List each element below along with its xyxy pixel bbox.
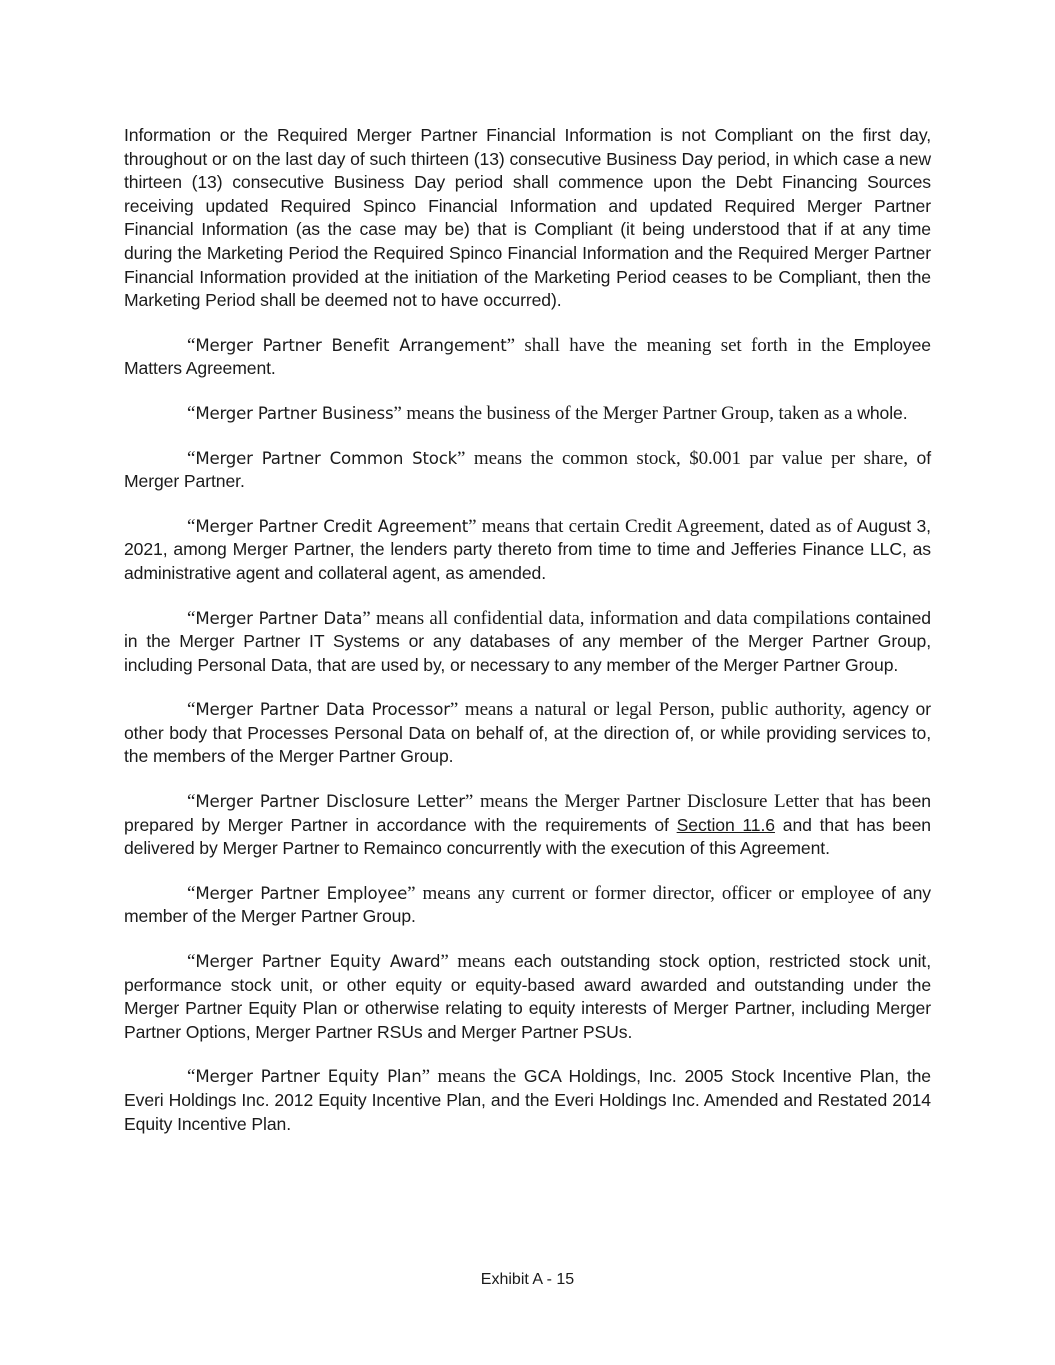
definition-text-serif: means — [448, 951, 506, 973]
definition-text: Employee Matters Agreement. — [124, 334, 931, 379]
close-quote: ” — [407, 882, 416, 904]
open-quote: “ — [187, 334, 196, 356]
definition-text-serif: means the business of the Merger Partner Group, taken as a — [401, 402, 853, 424]
definition-merger-partner-benefit-arrangement — [124, 334, 931, 381]
definition-text: and that has been delivered by Merger Partner to Remainco concurrently with the execution of this Agreement. — [124, 814, 931, 859]
definition-text: of Merger Partner. — [124, 447, 931, 492]
document-body — [124, 124, 931, 1157]
definition-text: GCA Holdings, Inc. 2005 Stock Incentive Plan, the Everi Holdings Inc. 2012 Equity Incentive Plan, and the Everi Holdings Inc. Amended and Restated 2014 Equity Incentive Plan. — [124, 1066, 931, 1134]
defined-term: Merger Partner Data Processor — [195, 700, 450, 720]
open-quote: “ — [187, 882, 196, 904]
close-quote: ” — [421, 1066, 430, 1088]
paragraph-continuation — [124, 124, 931, 313]
definition-text-serif: means that certain Credit Agreement, dated as of — [476, 515, 853, 537]
close-quote: ” — [506, 334, 515, 356]
definition-merger-partner-data-processor — [124, 698, 931, 769]
open-quote: “ — [187, 791, 196, 813]
defined-term: Merger Partner Disclosure Letter — [195, 792, 465, 812]
open-quote: “ — [187, 699, 196, 721]
definition-text-serif: means all confidential data, information and data compilations — [370, 607, 851, 629]
close-quote: ” — [440, 951, 449, 973]
close-quote: ” — [393, 402, 402, 424]
defined-term: Merger Partner Credit Agreement — [195, 516, 469, 536]
definition-text-serif: means any current or former director, officer or employee — [415, 882, 875, 904]
definition-merger-partner-equity-plan — [124, 1065, 931, 1136]
definition-merger-partner-credit-agreement — [124, 515, 931, 586]
close-quote: ” — [457, 447, 466, 469]
open-quote: “ — [187, 607, 196, 629]
close-quote: ” — [468, 515, 477, 537]
close-quote: ” — [362, 607, 371, 629]
defined-term: Merger Partner Equity Plan — [195, 1067, 422, 1087]
definition-text: been prepared by Merger Partner in accordance with the requirements of — [124, 791, 931, 835]
open-quote: “ — [187, 515, 196, 537]
definition-text: August 3, 2021, among Merger Partner, the lenders party thereto from time to time and Jefferies Finance LLC, as administrative agent and collateral agent, as amended. — [124, 515, 931, 583]
open-quote: “ — [187, 1066, 196, 1088]
definition-merger-partner-equity-award — [124, 950, 931, 1044]
definition-text: contained in the Merger Partner IT Systems or any databases of any member of the Merger Partner Group, including Personal Data, that are used by, or necessary to any member of the Merger Partner Group. — [124, 607, 931, 675]
open-quote: “ — [187, 447, 196, 469]
paragraph-text: Information or the Required Merger Partner Financial Information is not Compliant on the first day, throughout or on the last day of such thirteen (13) consecutive Business Day period, in which case a new thirteen (13) consecutive Business Day period shall commence upon the Debt Financing Sources receiving updated Required Spinco Financial Information and updated Required Merger Partner Financial Information (as the case may be) that is Compliant (it being understood that if at any time during the Marketing Period the Required Spinco Financial Information and the Required Merger Partner Financial Information provided at the initiation of the Marketing Period ceases to be Compliant, then the Marketing Period shall be deemed not to have occurred). — [124, 125, 931, 311]
close-quote: ” — [449, 699, 459, 721]
definition-text-serif: means a natural or legal Person, public authority, — [458, 699, 846, 721]
definition-merger-partner-data — [124, 607, 931, 678]
defined-term: Merger Partner Employee — [195, 883, 408, 903]
page-footer: Exhibit A - 15 — [480, 1271, 575, 1288]
defined-term: Merger Partner Benefit Arrangement — [195, 335, 507, 355]
definition-merger-partner-disclosure-letter — [124, 790, 931, 861]
definition-text: whole. — [852, 402, 908, 423]
defined-term: Merger Partner Common Stock — [195, 448, 458, 468]
defined-term: Merger Partner Business — [195, 403, 394, 423]
definition-text: agency or other body that Processes Personal Data on behalf of, at the direction of, or while providing services to, the members of the Merger Partner Group. — [124, 699, 931, 767]
defined-term: Merger Partner Equity Award — [195, 952, 441, 972]
close-quote: ” — [464, 791, 474, 813]
definition-text: each outstanding stock option, restricted stock unit, performance stock unit, or other equity or equity-based award awarded and outstanding under the Merger Partner Equity Plan or otherwise relating to equity interests of Merger Partner, including Merger Partner Options, Merger Partner RSUs and Merger Partner PSUs. — [124, 951, 931, 1042]
open-quote: “ — [187, 951, 196, 973]
definition-merger-partner-business — [124, 402, 931, 426]
definition-merger-partner-employee — [124, 882, 931, 929]
defined-term: Merger Partner Data — [195, 608, 363, 628]
section-reference-link[interactable]: Section 11.6 — [676, 814, 775, 835]
definition-text-serif: shall have the meaning set forth in the — [514, 334, 844, 356]
definition-merger-partner-common-stock — [124, 447, 931, 494]
definition-text: of any member of the Merger Partner Group. — [124, 882, 932, 927]
definition-text-serif: means the Merger Partner Disclosure Letter that has — [473, 791, 886, 813]
definition-text-serif: means the — [429, 1066, 517, 1088]
open-quote: “ — [187, 402, 196, 424]
definition-text-serif: means the common stock, $0.001 par value per share, — [465, 447, 908, 469]
